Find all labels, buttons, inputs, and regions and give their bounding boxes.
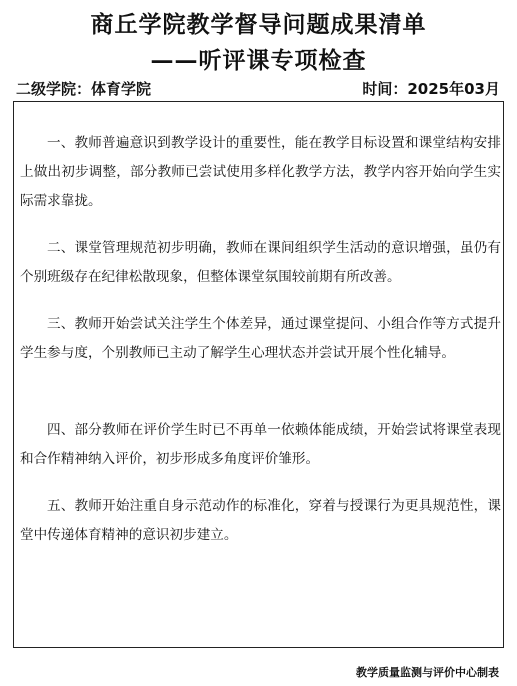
- finding-paragraph-4: 四、部分教师在评价学生时已不再单一依赖体能成绩，开始尝试将课堂表现和合作精神纳入评价，初步形成多角度评价雏形。: [20, 422, 501, 467]
- finding-paragraph-3: 三、教师开始尝试关注学生个体差异，通过课堂提问、小组合作等方式提升学生参与度，个别教师已主动了解学生心理状态并尝试开展个性化辅导。: [20, 316, 501, 361]
- finding-paragraph-2: 二、课堂管理规范初步明确，教师在课间组织学生活动的意识增强，虽仍有个别班级存在纪律松散现象，但整体课堂氛围较前期有所改善。: [20, 240, 501, 285]
- page-title: 商丘学院教学督导问题成果清单: [90, 11, 427, 38]
- meta-row: [14, 78, 504, 100]
- finding-paragraph-1: 一、教师普遍意识到教学设计的重要性，能在教学目标设置和课堂结构安排上做出初步调整，部分教师已尝试使用多样化教学方法，教学内容开始向学生实际需求靠拢。: [20, 135, 501, 209]
- findings-box: [13, 101, 504, 648]
- date-label: 时间：2025年03月: [362, 80, 500, 98]
- footer-note: 教学质量监测与评价中心制表: [356, 666, 499, 679]
- finding-paragraph-5: 五、教师开始注重自身示范动作的标准化，穿着与授课行为更具规范性，课堂中传递体育精神的意识初步建立。: [20, 498, 501, 543]
- college-label: 二级学院：体育学院: [16, 80, 152, 98]
- page-subtitle: ——听评课专项检查: [150, 47, 367, 74]
